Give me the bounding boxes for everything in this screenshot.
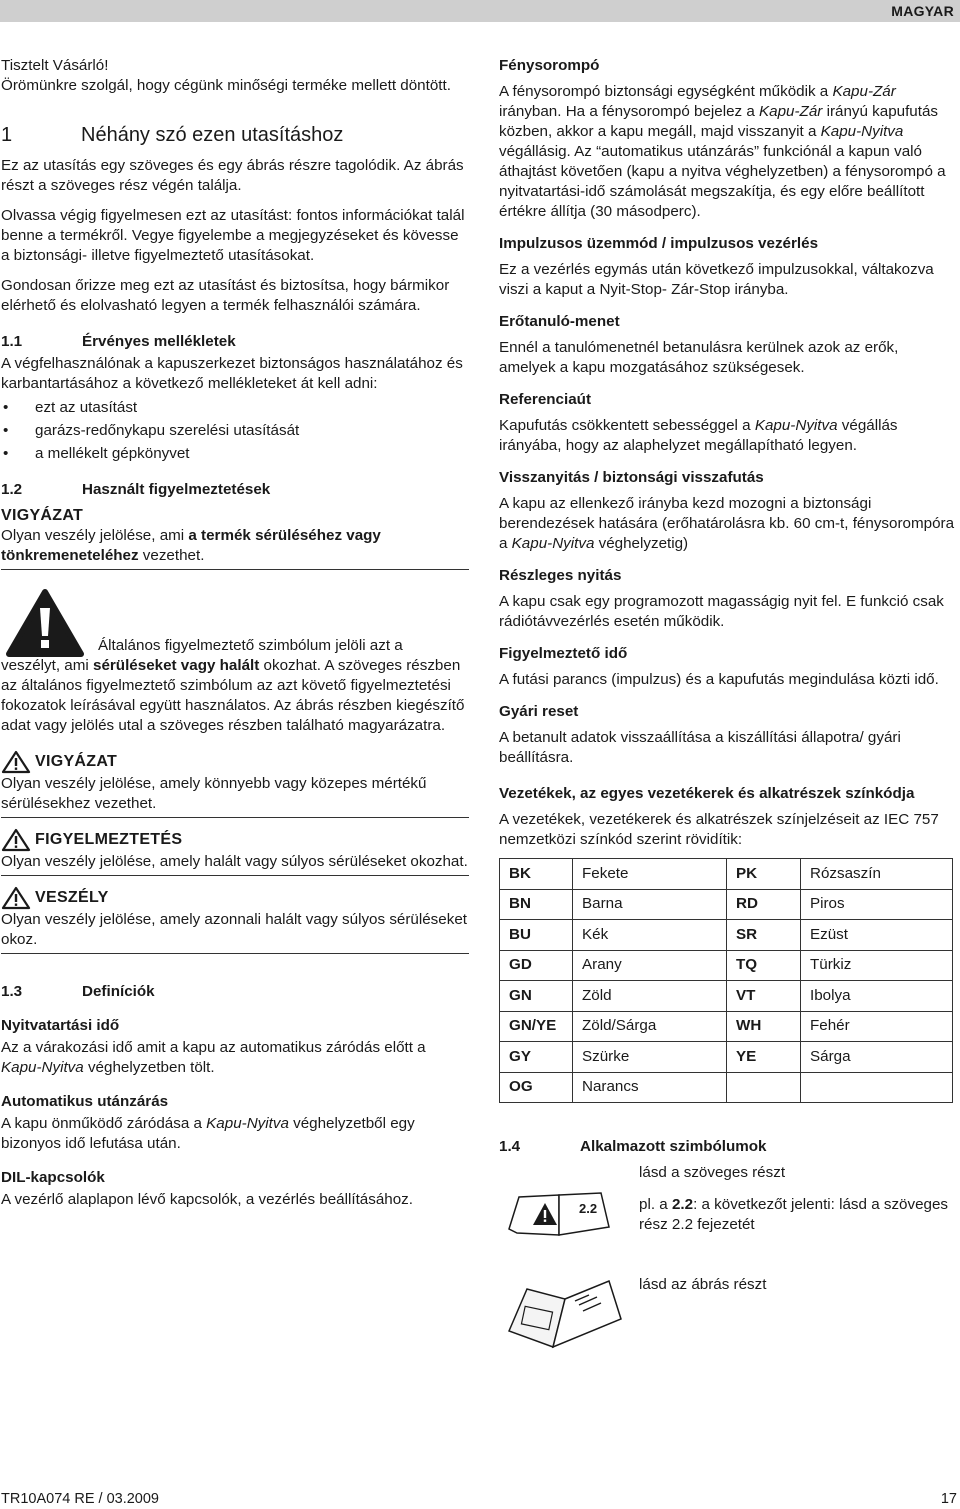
warning-triangle-icon — [1, 886, 31, 910]
list-item: • a mellékelt gépkönyvet — [1, 444, 469, 464]
table-row — [500, 950, 953, 981]
book-warning-icon — [507, 1183, 611, 1237]
symbols-block — [499, 1163, 957, 1363]
table-cell: Sárga — [801, 1042, 953, 1073]
table-cell: Fehér — [801, 1011, 953, 1042]
color-code-table — [499, 858, 953, 1103]
table-cell: BK — [500, 859, 573, 890]
warning-level-danger — [1, 886, 469, 954]
table-cell: PK — [727, 859, 801, 890]
table-cell: TQ — [727, 950, 801, 981]
paragraph: Ez az utasítás egy szöveges és egy ábrás részre tagolódik. Az ábrás részt a szöveges rész végén találja. — [1, 157, 464, 194]
table-cell: Fekete — [573, 859, 727, 890]
table-cell: RD — [727, 889, 801, 920]
page-number: 17 — [940, 1491, 957, 1507]
symbol-section-ref: 2.2 — [579, 1201, 598, 1216]
definition-title: Figyelmeztető idő — [499, 645, 628, 662]
table-cell: Barna — [573, 889, 727, 920]
language-label: MAGYAR — [891, 3, 954, 19]
table-cell: BN — [500, 889, 573, 920]
warning-text: Olyan veszély jelölése, amely halált vagy súlyos sérüléseket okozhat. — [1, 853, 468, 870]
document-code: TR10A074 RE / 03.2009 — [1, 1491, 159, 1507]
table-cell: Ezüst — [801, 920, 953, 951]
table-cell: Kék — [573, 920, 727, 951]
table-row — [500, 889, 953, 920]
definition-text: A kapu az ellenkező irányba kezd mozogni a biztonsági berendezések hatására (erőhatárolásra kb. 60 cm-t, fénysorompóra a Kapu-Nyitva véghelyzetig) — [499, 495, 955, 552]
definition-title: Részleges nyitás — [499, 567, 622, 584]
caution-title: VIGYÁZAT — [1, 507, 84, 524]
caution-box — [1, 506, 469, 570]
definition-title: Nyitvatartási idő — [1, 1017, 120, 1034]
right-column — [499, 56, 957, 1363]
table-cell: SR — [727, 920, 801, 951]
definition-text: A vezérlő alaplapon lévő kapcsolók, a vezérlés beállításához. — [1, 1191, 413, 1208]
definition-text: Kapufutás csökkentett sebességgel a Kapu-Nyitva végállás irányába, hogy az alaphelyzet megállapítható legyen. — [499, 417, 898, 454]
warning-level-caution — [1, 750, 469, 818]
warning-title: VESZÉLY — [35, 889, 109, 906]
greeting: Tisztelt Vásárló! — [1, 57, 109, 74]
warning-triangle-icon — [1, 828, 31, 852]
table-cell: BU — [500, 920, 573, 951]
warning-level-warning — [1, 828, 469, 876]
warning-triangle-icon — [1, 750, 31, 774]
definition-title: Referenciaút — [499, 391, 592, 408]
table-cell — [727, 1072, 801, 1103]
table-cell: Szürke — [573, 1042, 727, 1073]
table-cell: OG — [500, 1072, 573, 1103]
table-cell: Türkiz — [801, 950, 953, 981]
table-cell — [801, 1072, 953, 1103]
general-warning — [1, 588, 469, 736]
table-cell: Zöld/Sárga — [573, 1011, 727, 1042]
figure-book-icon — [505, 1275, 625, 1355]
warning-text: Olyan veszély jelölése, amely könnyebb vagy közepes mértékű sérülésekhez vezethet. — [1, 775, 427, 812]
section-1-3-heading: 1.3 Definíciók — [1, 983, 155, 1000]
table-row — [500, 1072, 953, 1103]
caution-text: Olyan veszély jelölése, ami a termék sérüléséhez vagy tönkremeneteléhez vezethet. — [1, 527, 381, 564]
left-column — [1, 56, 469, 1210]
definition-title: Visszanyitás / biztonsági visszafutás — [499, 469, 764, 486]
paragraph: A végfelhasználónak a kapuszerkezet biztonságos használatához és karbantartásához a következő mellékleteket át kell adni: — [1, 355, 463, 392]
table-cell: GN/YE — [500, 1011, 573, 1042]
definition-text: Ez a vezérlés egymás után következő impulzusokkal, váltakozva viszi a kaput a Nyit-Stop- Zár-Stop irányba. — [499, 261, 934, 298]
definition-text: A fénysorompó biztonsági egységként működik a Kapu-Zár irányban. Ha a fénysorompó bejelez a Kapu-Zár irányú kapufutás közben, akkor a kapu megáll, majd visszanyit a Kapu-Nyitva végállásig. Az “automatikus utánzárás” funkciónál a kapun való áthajtást követően (kapu a nyitva véghelyzetben) a fénysorompó a nyitvatartási-idő számolását megszakítja, és egy előre beállított értékre állítja (30 másodperc). — [499, 83, 946, 220]
table-row — [500, 981, 953, 1012]
definition-title: Impulzusos üzemmód / impulzusos vezérlés — [499, 235, 819, 252]
definition-title: Erőtanuló-menet — [499, 313, 620, 330]
table-cell: GY — [500, 1042, 573, 1073]
table-cell: Piros — [801, 889, 953, 920]
section-1-4-heading: 1.4 Alkalmazott szimbólumok — [499, 1138, 767, 1155]
section-1-heading: 1 Néhány szó ezen utasításhoz — [1, 124, 344, 146]
list-item: • garázs-redőnykapu szerelési utasítását — [1, 421, 469, 441]
table-cell: GD — [500, 950, 573, 981]
header-bar — [0, 0, 960, 22]
definition-title: Automatikus utánzárás — [1, 1093, 169, 1110]
table-row — [500, 920, 953, 951]
definition-title: Vezetékek, az egyes vezetékerek és alkatrészek színkódja — [499, 785, 915, 802]
table-cell: WH — [727, 1011, 801, 1042]
attachment-list — [1, 398, 469, 464]
table-cell: Arany — [573, 950, 727, 981]
definition-text: Az a várakozási idő amit a kapu az automatikus záródás előtt a Kapu-Nyitva véghelyzetben tölt. — [1, 1039, 426, 1076]
symbol-text-example: pl. a 2.2: a következőt jelenti: lásd a szöveges rész 2.2 fejezetét — [639, 1196, 949, 1233]
definition-title: Fénysorompó — [499, 57, 600, 74]
table-row — [500, 1011, 953, 1042]
definition-title: DIL-kapcsolók — [1, 1169, 105, 1186]
general-warning-first-line: Általános figyelmeztető szimbólum jelöli azt a — [98, 637, 403, 654]
table-cell: GN — [500, 981, 573, 1012]
paragraph: Gondosan őrizze meg ezt az utasítást és biztosítsa, hogy bármikor elérhető és elolvasható legyen a termék felhasználói számára. — [1, 277, 450, 314]
warning-title: VIGYÁZAT — [35, 753, 118, 770]
general-warning-text: veszélyt, ami sérüléseket vagy halált okozhat. A szöveges részben az általános figyelmeztető szimbólum az azt követő figyelmeztetési fokozatok leírásával együtt használatos. Az ábrás részben kiegészítő adat vagy jelölés utal a szöveges részben található magyarázatra. — [1, 657, 465, 734]
table-cell: Ibolya — [801, 981, 953, 1012]
definition-title: Gyári reset — [499, 703, 579, 720]
warning-title: FIGYELMEZTETÉS — [35, 831, 183, 848]
definition-text: A kapu csak egy programozott magasságig nyit fel. E funkció csak rádiótávvezérlés esetén működik. — [499, 593, 944, 630]
symbol-text-see-text: lásd a szöveges részt — [639, 1164, 786, 1181]
table-row — [500, 1042, 953, 1073]
definition-text: Ennél a tanulómenetnél betanulásra kerülnek azok az erők, amelyek a kapu mozgatásához szükségesek. — [499, 339, 899, 376]
table-cell: Rózsaszín — [801, 859, 953, 890]
section-1-1-heading: 1.1 Érvényes mellékletek — [1, 333, 236, 350]
definition-text: A vezetékek, vezetékerek és alkatrészek színjelzéseit az IEC 757 nemzetközi színkód szerint rövidítik: — [499, 811, 939, 848]
definition-text: A betanult adatok visszaállítása a kiszállítási állapotra/ gyári beállításra. — [499, 729, 901, 766]
table-cell: Zöld — [573, 981, 727, 1012]
table-row — [500, 859, 953, 890]
definition-text: A kapu önműködő záródása a Kapu-Nyitva véghelyzetből egy bizonyos idő lefutása után. — [1, 1115, 415, 1152]
paragraph: Olvassa végig figyelmesen ezt az utasítást: fontos információkat talál benne a termékről. Vegye figyelembe a megjegyzéseket és kövesse a biztonsági- illetve figyelmeztető utasításokat. — [1, 207, 465, 264]
section-1-2-heading: 1.2 Használt figyelmeztetések — [1, 481, 271, 498]
warning-text: Olyan veszély jelölése, amely azonnali halált vagy súlyos sérüléseket okoz. — [1, 911, 467, 948]
list-item: • ezt az utasítást — [1, 398, 469, 418]
definition-text: A futási parancs (impulzus) és a kapufutás megindulása közti idő. — [499, 671, 939, 688]
intro-text: Örömünkre szolgál, hogy cégünk minőségi terméke mellett döntött. — [1, 77, 451, 94]
table-cell: VT — [727, 981, 801, 1012]
table-cell: YE — [727, 1042, 801, 1073]
warning-triangle-icon — [5, 588, 85, 658]
symbol-text-see-figure: lásd az ábrás részt — [639, 1276, 767, 1293]
table-cell: Narancs — [573, 1072, 727, 1103]
